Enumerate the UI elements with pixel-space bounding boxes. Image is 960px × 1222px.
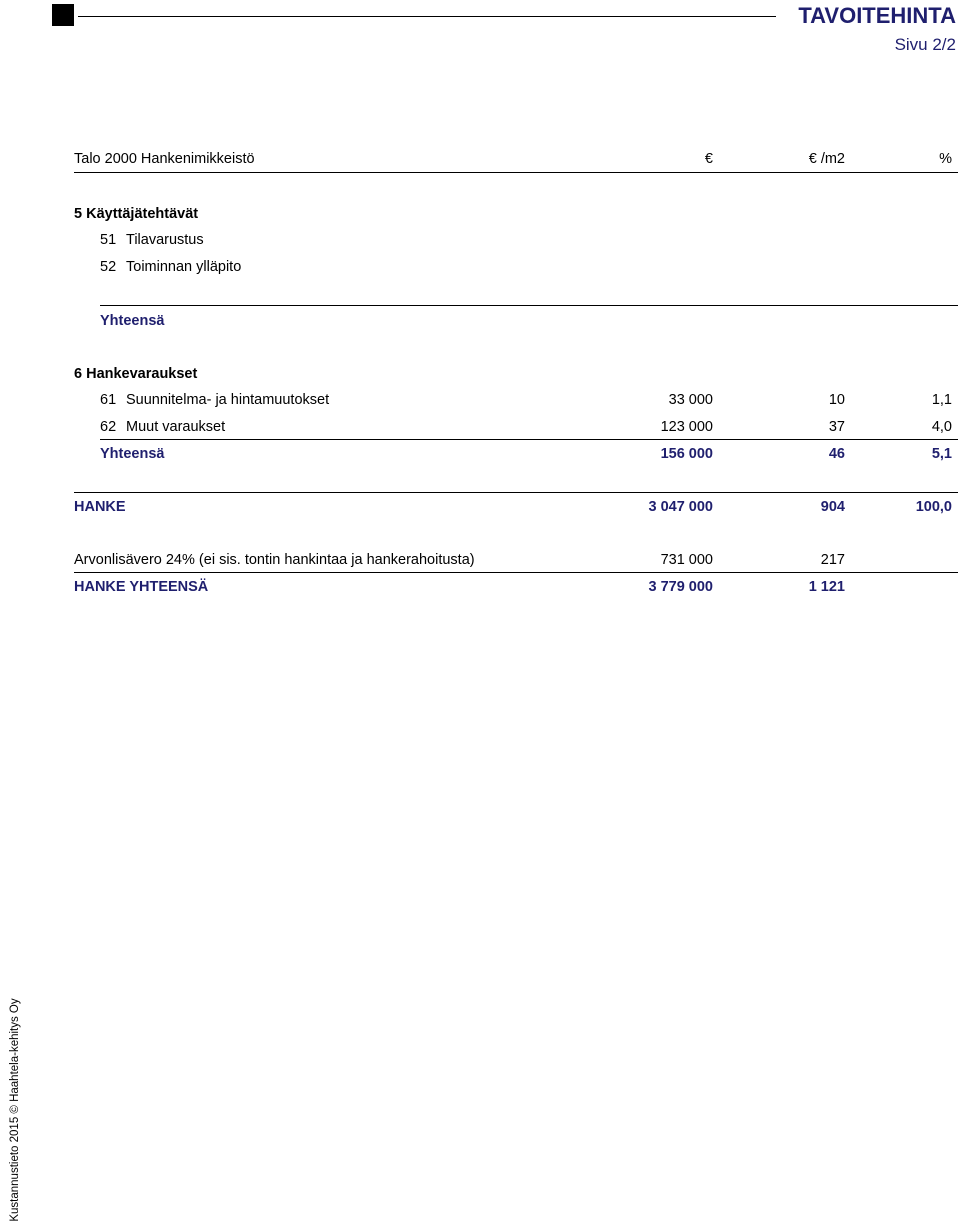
section-5-total-label: Yhteensä: [100, 313, 165, 329]
row-51-name: Tilavarustus: [126, 232, 204, 248]
row-51-code: 51: [100, 232, 117, 248]
row-52-name: Toiminnan ylläpito: [126, 259, 242, 275]
row-61-per-m2: 10: [828, 392, 845, 408]
column-header-rule: [74, 172, 958, 173]
section-6-total-rule: [100, 439, 958, 440]
section-5-heading: 5 Käyttäjätehtävät: [74, 206, 199, 222]
project-title: Talo 2000 Hankenimikkeistö: [74, 151, 255, 167]
column-header-euro: €: [704, 151, 713, 167]
hanke-per-m2: 904: [820, 499, 845, 515]
hanke-rule: [74, 492, 958, 493]
row-62-code: 62: [100, 419, 117, 435]
row-52-code: 52: [100, 259, 117, 275]
section-6-heading: 6 Hankevaraukset: [74, 366, 198, 382]
hanke-euro: 3 047 000: [648, 499, 713, 515]
row-61-name: Suunnitelma- ja hintamuutokset: [126, 392, 330, 408]
section-5-total-rule: [100, 305, 958, 306]
copyright-footer: Kustannustieto 2015 © Haahtela-kehitys Oy: [9, 998, 21, 1222]
row-62-euro: 123 000: [660, 419, 713, 435]
header-logo-square: [52, 4, 74, 26]
grand-total-label: HANKE YHTEENSÄ: [74, 579, 209, 595]
row-61-euro: 33 000: [668, 392, 713, 408]
hanke-label: HANKE: [74, 499, 126, 515]
row-61-code: 61: [100, 392, 117, 408]
section-6-total-percent: 5,1: [931, 446, 952, 462]
hanke-percent: 100,0: [915, 499, 952, 515]
row-62-per-m2: 37: [828, 419, 845, 435]
row-61-percent: 1,1: [931, 392, 952, 408]
column-header-percent: %: [939, 151, 952, 167]
section-6-total-euro: 156 000: [660, 446, 713, 462]
page-title: TAVOITEHINTA: [798, 3, 956, 28]
vat-euro: 731 000: [660, 552, 713, 568]
grand-total-euro: 3 779 000: [648, 579, 713, 595]
grand-total-per-m2: 1 121: [808, 579, 845, 595]
column-header-per-m2: € /m2: [808, 151, 845, 167]
section-6-total-per-m2: 46: [828, 446, 845, 462]
page-number: Sivu 2/2: [894, 35, 956, 54]
grand-total-rule: [74, 572, 958, 573]
vat-per-m2: 217: [820, 552, 845, 568]
row-62-percent: 4,0: [931, 419, 952, 435]
header-rule: [78, 16, 776, 17]
section-6-total-label: Yhteensä: [100, 446, 165, 462]
vat-label: Arvonlisävero 24% (ei sis. tontin hankintaa ja hankerahoitusta): [74, 552, 475, 568]
row-62-name: Muut varaukset: [126, 419, 226, 435]
